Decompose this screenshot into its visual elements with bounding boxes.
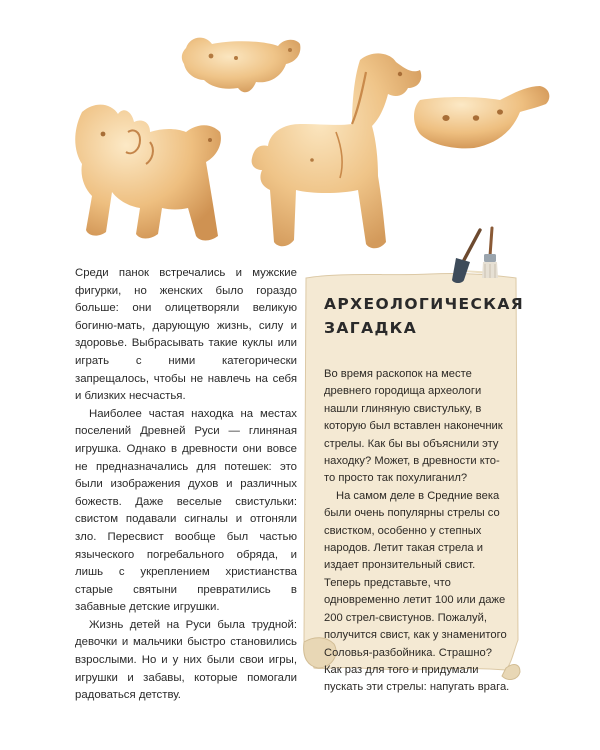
- clay-whistle-figure: [414, 86, 549, 148]
- sidebar-title: АРХЕОЛОГИЧЕСКАЯ ЗАГАДКА: [324, 295, 525, 337]
- paragraph: Среди панок встречались и мужские фигурки, но женских было гораздо больше: они олицетворяли великую богиню-мать, дарующую жизнь, силу и здоровье. Выбрасывать такие куклы или играть с ними категорически запрещалось, чтобы не навлечь на себя и близких несчастья.: [75, 267, 297, 403]
- clay-animal-figure: [182, 38, 301, 93]
- paragraph: Наиболее частая находка на местах поселений Древней Руси — глиняная игрушка. Однако в древности они вовсе не предназначались для потешек: это были изображения духов и различных божеств. Даже веселые свистульки: свистом подавали сигналы и отгоняли зло. Пересвист вообще был частью языческого погребального обряда, и лишь с укреплением христианства старые святыни превратились в забавные детские игрушки.: [75, 407, 297, 614]
- main-text-column: [75, 265, 297, 705]
- parchment-sidebar: [300, 270, 525, 694]
- sidebar-body: [324, 366, 510, 697]
- paragraph: Во время раскопок на месте древнего городища археологи нашли глиняную свистульку, в которую был вставлен наконечник стрелы. Как бы вы объяснили эту находку? Может, в древности кто-то просто так похулиганил?: [324, 368, 503, 485]
- paragraph: Жизнь детей на Руси была трудной: девочки и мальчики быстро становились взрослыми. Но и у них были свои игры, игрушки и забавы, которые помогали радоваться детству.: [75, 618, 297, 702]
- paragraph: На самом деле в Средние века были очень популярны стрелы со свистком, особенно у степных народов. Летит такая стрела и издает пронзительный свист. Теперь представьте, что одновременно летит 100 или даже 200 стрел-свистунов. Пожалуй, получится свист, как у знаменитого Соловья-разбойника. Страшно? Как раз для того и придумали пускать эти стрелы: напугать врага.: [324, 489, 510, 694]
- clay-toys-illustration: [0, 0, 600, 262]
- shovel-and-brush-icon: [440, 224, 508, 292]
- clay-horse-figure: [252, 53, 422, 248]
- clay-rider-figure: [75, 105, 221, 241]
